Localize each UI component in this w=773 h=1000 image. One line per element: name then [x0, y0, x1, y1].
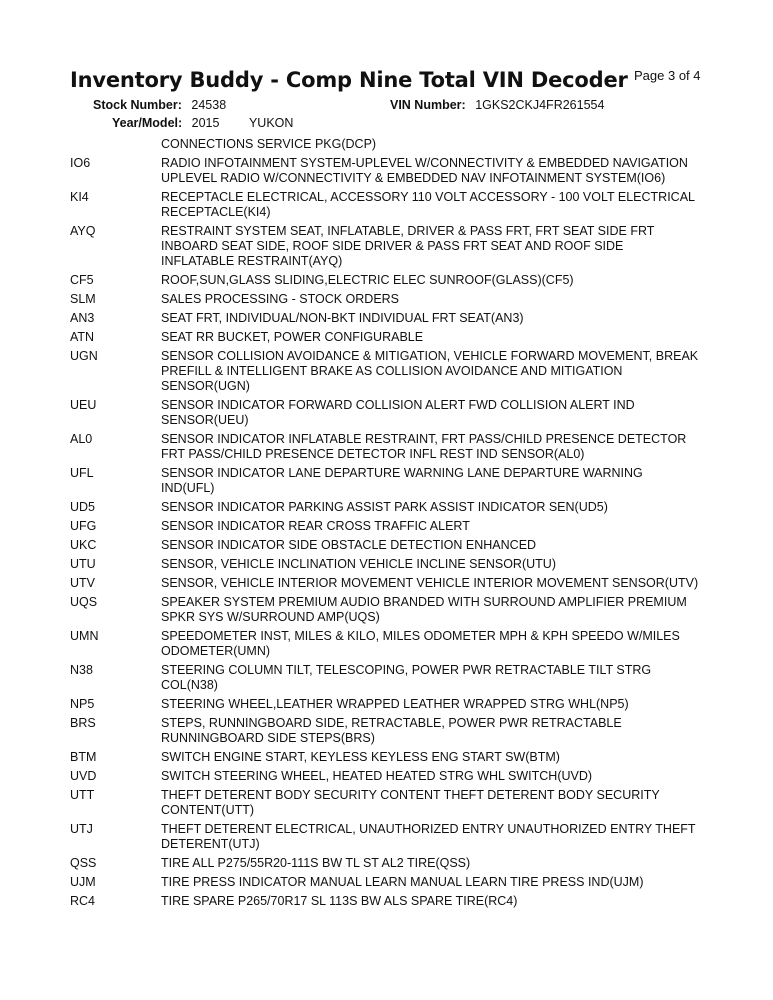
option-description: SENSOR INDICATOR INFLATABLE RESTRAINT, FRT PASS/CHILD PRESENCE DETECTOR FRT PASS/CHILD PRESENCE DETECTOR INFL REST IND SENSOR(AL0) [161, 432, 687, 461]
option-description: SWITCH STEERING WHEEL, HEATED HEATED STRG WHL SWITCH(UVD) [161, 769, 593, 783]
year-value: 2015 [191, 116, 220, 130]
option-row [70, 292, 710, 307]
option-row [70, 769, 710, 784]
option-description: SPEEDOMETER INST, MILES & KILO, MILES ODOMETER MPH & KPH SPEEDO W/MILES ODOMETER(UMN) [161, 629, 680, 658]
option-description: SENSOR, VEHICLE INTERIOR MOVEMENT VEHICLE INTERIOR MOVEMENT SENSOR(UTV) [161, 576, 699, 590]
option-code: UTU [70, 557, 96, 571]
option-description: SALES PROCESSING - STOCK ORDERS [161, 292, 400, 306]
option-row [70, 398, 710, 428]
option-row [70, 697, 710, 712]
option-row [70, 822, 710, 852]
option-row [70, 716, 710, 746]
option-row [70, 750, 710, 765]
option-code: RC4 [70, 894, 96, 908]
option-description: TIRE ALL P275/55R20-111S BW TL ST AL2 TIRE(QSS) [161, 856, 471, 870]
option-code: KI4 [70, 190, 89, 204]
option-row [70, 663, 710, 693]
option-code: BTM [70, 750, 97, 764]
option-code: UVD [70, 769, 97, 783]
option-description: CONNECTIONS SERVICE PKG(DCP) [161, 137, 377, 151]
option-description: SENSOR INDICATOR FORWARD COLLISION ALERT FWD COLLISION ALERT IND SENSOR(UEU) [161, 398, 635, 427]
option-code: UJM [70, 875, 96, 889]
option-description: ROOF,SUN,GLASS SLIDING,ELECTRIC ELEC SUNROOF(GLASS)(CF5) [161, 273, 574, 287]
option-row [70, 894, 710, 909]
year-model [112, 116, 293, 130]
option-row [70, 349, 710, 394]
option-row [70, 137, 710, 152]
stock-number-value: 24538 [191, 98, 227, 112]
option-description: SENSOR INDICATOR REAR CROSS TRAFFIC ALERT [161, 519, 470, 533]
option-row [70, 538, 710, 553]
option-row [70, 595, 710, 625]
option-code: NP5 [70, 697, 95, 711]
option-row [70, 576, 710, 591]
option-row [70, 557, 710, 572]
option-description: THEFT DETERENT ELECTRICAL, UNAUTHORIZED ENTRY UNAUTHORIZED ENTRY THEFT DETERENT(UTJ) [161, 822, 696, 851]
option-code: QSS [70, 856, 97, 870]
option-code-list [70, 137, 710, 913]
option-code: UTT [70, 788, 95, 802]
option-code: AYQ [70, 224, 96, 238]
option-row [70, 875, 710, 890]
option-description: SENSOR INDICATOR LANE DEPARTURE WARNING LANE DEPARTURE WARNING IND(UFL) [161, 466, 643, 495]
option-description: SEAT RR BUCKET, POWER CONFIGURABLE [161, 330, 424, 344]
vin-number-value: 1GKS2CKJ4FR261554 [475, 98, 605, 112]
option-description: RESTRAINT SYSTEM SEAT, INFLATABLE, DRIVER & PASS FRT, FRT SEAT SIDE FRT INBOARD SEAT SIDE, ROOF SIDE DRIVER & PASS FRT SEAT AND ROOF SIDE INFLATABLE RESTRAINT(AYQ) [161, 224, 655, 268]
option-description: STEERING COLUMN TILT, TELESCOPING, POWER PWR RETRACTABLE TILT STRG COL(N38) [161, 663, 652, 692]
option-code: N38 [70, 663, 93, 677]
option-description: RECEPTACLE ELECTRICAL, ACCESSORY 110 VOLT ACCESSORY - 100 VOLT ELECTRICAL RECEPTACLE(KI4) [161, 190, 696, 219]
option-code: UQS [70, 595, 98, 609]
option-code: UTJ [70, 822, 93, 836]
year-model-label: Year/Model: [112, 116, 183, 130]
option-row [70, 856, 710, 871]
option-description: STEERING WHEEL,LEATHER WRAPPED LEATHER WRAPPED STRG WHL(NP5) [161, 697, 629, 711]
option-row [70, 311, 710, 326]
option-description: SENSOR INDICATOR SIDE OBSTACLE DETECTION ENHANCED [161, 538, 537, 552]
page-title: Inventory Buddy - Comp Nine Total VIN Decoder [70, 68, 628, 92]
option-code: ATN [70, 330, 95, 344]
option-description: SPEAKER SYSTEM PREMIUM AUDIO BRANDED WITH SURROUND AMPLIFIER PREMIUM SPKR SYS W/SURROUND AMP(UQS) [161, 595, 687, 624]
page-number: Page 3 of 4 [634, 68, 701, 83]
option-code: CF5 [70, 273, 94, 287]
option-description: SWITCH ENGINE START, KEYLESS KEYLESS ENG START SW(BTM) [161, 750, 560, 764]
option-code: UMN [70, 629, 99, 643]
option-row [70, 330, 710, 345]
option-description: TIRE SPARE P265/70R17 SL 113S BW ALS SPARE TIRE(RC4) [161, 894, 518, 908]
option-description: SENSOR INDICATOR PARKING ASSIST PARK ASSIST INDICATOR SEN(UD5) [161, 500, 608, 514]
option-row [70, 466, 710, 496]
vin-number-label: VIN Number: [390, 98, 466, 112]
option-code: UFL [70, 466, 94, 480]
option-code: UKC [70, 538, 97, 552]
stock-number [93, 98, 226, 112]
option-row [70, 273, 710, 288]
option-row [70, 224, 710, 269]
option-code: UD5 [70, 500, 96, 514]
vin-number [390, 98, 604, 112]
option-code: IO6 [70, 156, 91, 170]
option-code: UEU [70, 398, 97, 412]
option-description: STEPS, RUNNINGBOARD SIDE, RETRACTABLE, POWER PWR RETRACTABLE RUNNINGBOARD SIDE STEPS(BRS) [161, 716, 622, 745]
stock-number-label: Stock Number: [93, 98, 182, 112]
option-code: SLM [70, 292, 96, 306]
option-description: SENSOR, VEHICLE INCLINATION VEHICLE INCLINE SENSOR(UTU) [161, 557, 556, 571]
option-code: BRS [70, 716, 96, 730]
option-description: SENSOR COLLISION AVOIDANCE & MITIGATION, VEHICLE FORWARD MOVEMENT, BREAK PREFILL & INTELLIGENT BRAKE AS COLLISION AVOIDANCE AND MITIGATION SENSOR(UGN) [161, 349, 699, 393]
model-value: YUKON [248, 116, 294, 130]
option-row [70, 156, 710, 186]
option-row [70, 519, 710, 534]
option-row [70, 500, 710, 515]
option-code: AL0 [70, 432, 93, 446]
option-row [70, 190, 710, 220]
option-code: UFG [70, 519, 97, 533]
option-code: UGN [70, 349, 98, 363]
option-description: THEFT DETERENT BODY SECURITY CONTENT THEFT DETERENT BODY SECURITY CONTENT(UTT) [161, 788, 660, 817]
option-row [70, 629, 710, 659]
option-code: UTV [70, 576, 95, 590]
option-description: TIRE PRESS INDICATOR MANUAL LEARN MANUAL LEARN TIRE PRESS IND(UJM) [161, 875, 644, 889]
option-row [70, 788, 710, 818]
option-code: AN3 [70, 311, 95, 325]
option-description: SEAT FRT, INDIVIDUAL/NON-BKT INDIVIDUAL FRT SEAT(AN3) [161, 311, 524, 325]
option-description: RADIO INFOTAINMENT SYSTEM-UPLEVEL W/CONNECTIVITY & EMBEDDED NAVIGATION UPLEVEL RADIO W/CONNECTIVITY & EMBEDDED NAV INFOTAINMENT SYSTEM(IO6) [161, 156, 688, 185]
option-row [70, 432, 710, 462]
